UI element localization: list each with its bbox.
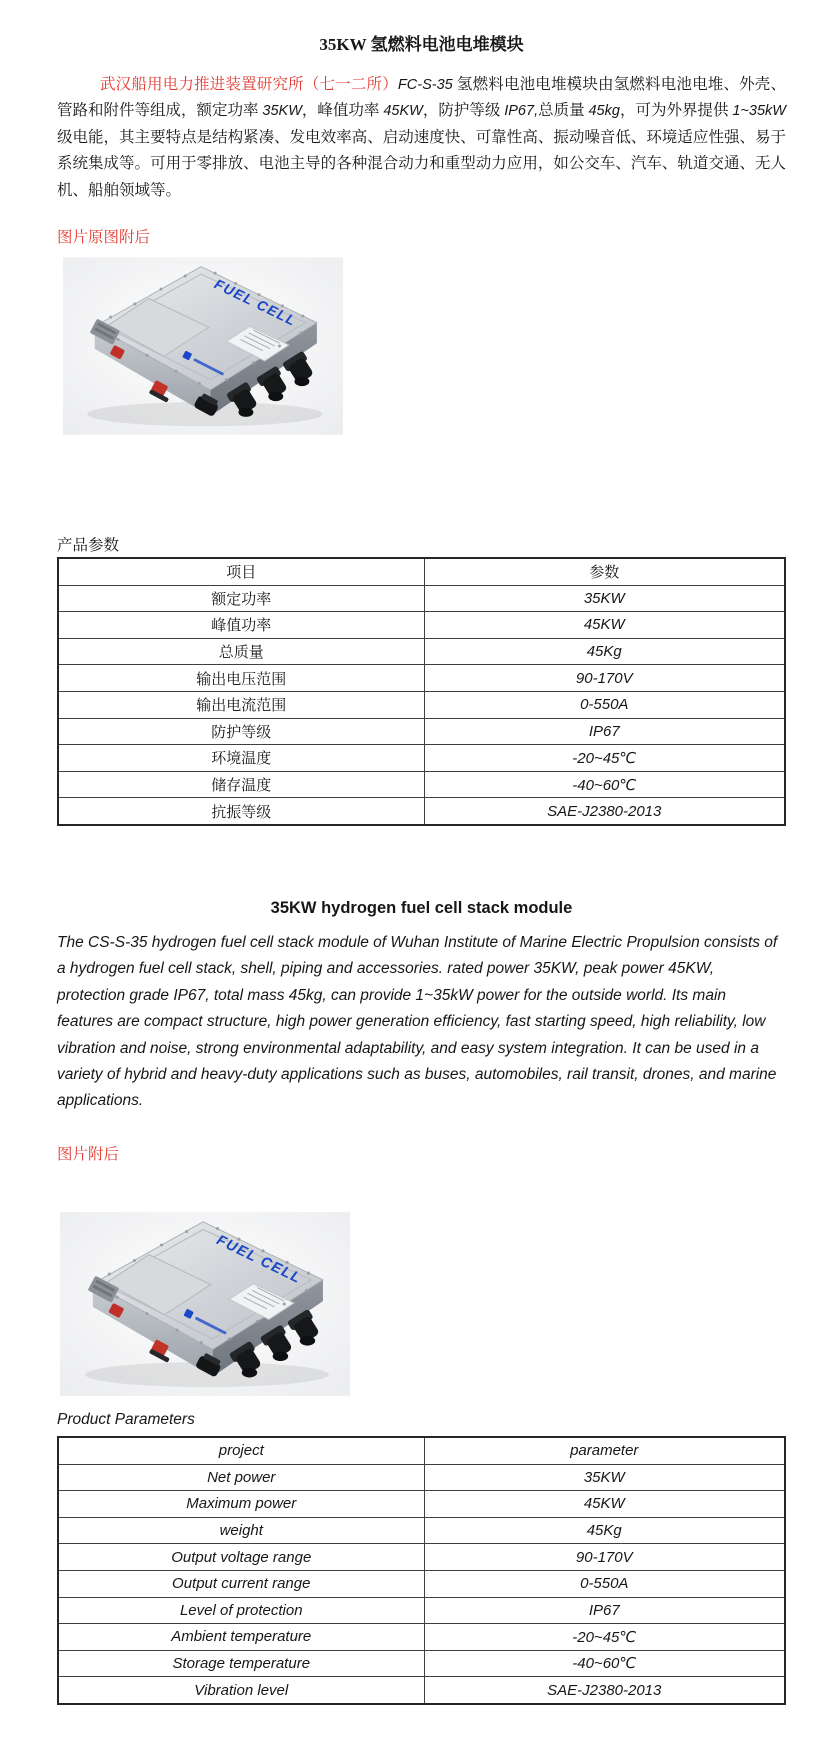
intro-paragraph-en: The CS-S-35 hydrogen fuel cell stack module of Wuhan Institute of Marine Electric Propulsion consists of a hydrogen fuel cell stack, shell, piping and accessories. rated power 35KW, peak power 45KW, protection grade IP67, total mass 45kg, can provide 1~35kW power for the outside world. Its main features are compact structure, high power generation efficiency, fast starting speed, high reliability, low vibration and noise, strong environmental adaptability, and easy system integration. It can be used in a variety of hybrid and heavy-duty applications such as buses, automobiles, rail transit, drones, and marine applications. xyxy=(57,933,778,1110)
table-row: 输出电流范围 0-550A xyxy=(58,691,785,718)
table-row: Ambient temperature -20~45℃ xyxy=(58,1624,785,1651)
header-cell: 项目 xyxy=(58,558,424,585)
table-row: Output current range 0-550A xyxy=(58,1570,785,1597)
table-row: 抗振等级 SAE-J2380-2013 xyxy=(58,798,785,825)
table-header-row xyxy=(58,558,785,585)
table-row: 输出电压范围 90-170V xyxy=(58,665,785,692)
table-header-row xyxy=(58,1437,785,1464)
table-row: 环境温度 -20~45℃ xyxy=(58,745,785,772)
header-cell: parameter xyxy=(424,1437,785,1464)
note-image-attached: 图片附后 xyxy=(57,1145,120,1163)
table-row: weight 45Kg xyxy=(58,1517,785,1544)
parameters-table-en xyxy=(57,1436,786,1705)
fuel-cell-device-illustration xyxy=(63,256,343,436)
table-caption-en: Product Parameters xyxy=(57,1410,195,1428)
table-row: Output voltage range 90-170V xyxy=(58,1544,785,1571)
parameters-table-cn xyxy=(57,557,786,826)
page-title-cn: 35KW 氢燃料电池电堆模块 xyxy=(319,35,524,54)
table-row: 总质量 45Kg xyxy=(58,638,785,665)
table-row: Storage temperature -40~60℃ xyxy=(58,1650,785,1677)
product-photo-1 xyxy=(63,256,343,436)
model-code: FC-S-35 xyxy=(397,77,457,93)
header-cell: 参数 xyxy=(424,558,785,585)
note-original-image: 图片原图附后 xyxy=(57,229,151,246)
table-row: Net power 35KW xyxy=(58,1464,785,1491)
intro-paragraph-cn: 武汉船用电力推进装置研究所（七一二所）FC-S-35 氢燃料电池电堆模块由氢燃料电池电堆、外壳、管路和附件等组成，额定功率 35KW，峰值功率 45KW，防护等级 IP67,总质量 45kg，可为外界提供 1~35kW 级电能，其主要特点是结构紧凑、发电效率高、启动速度快、可靠性高、振动噪音低、环境适应性强、易于系统集成等。可用于零排放、电池主导的各种混合动力和重型动力应用，如公交车、汽车、轨道交通、无人机、船舶领域等。 xyxy=(57,76,786,199)
table-row: 储存温度 -40~60℃ xyxy=(58,771,785,798)
page-title-en: 35KW hydrogen fuel cell stack module xyxy=(270,898,573,917)
table-row: Maximum power 45KW xyxy=(58,1491,785,1518)
table-row: Vibration level SAE-J2380-2013 xyxy=(58,1677,785,1704)
table-caption-cn: 产品参数 xyxy=(57,537,120,554)
table-row: 峰值功率 45KW xyxy=(58,612,785,639)
header-cell: project xyxy=(58,1437,424,1464)
table-row: 防护等级 IP67 xyxy=(58,718,785,745)
table-row: Level of protection IP67 xyxy=(58,1597,785,1624)
product-photo-2 xyxy=(60,1211,350,1397)
fuel-cell-device-illustration xyxy=(60,1211,350,1397)
red-lead-text: 武汉船用电力推进装置研究所（七一二所） xyxy=(100,76,398,93)
table-row: 额定功率 35KW xyxy=(58,585,785,612)
